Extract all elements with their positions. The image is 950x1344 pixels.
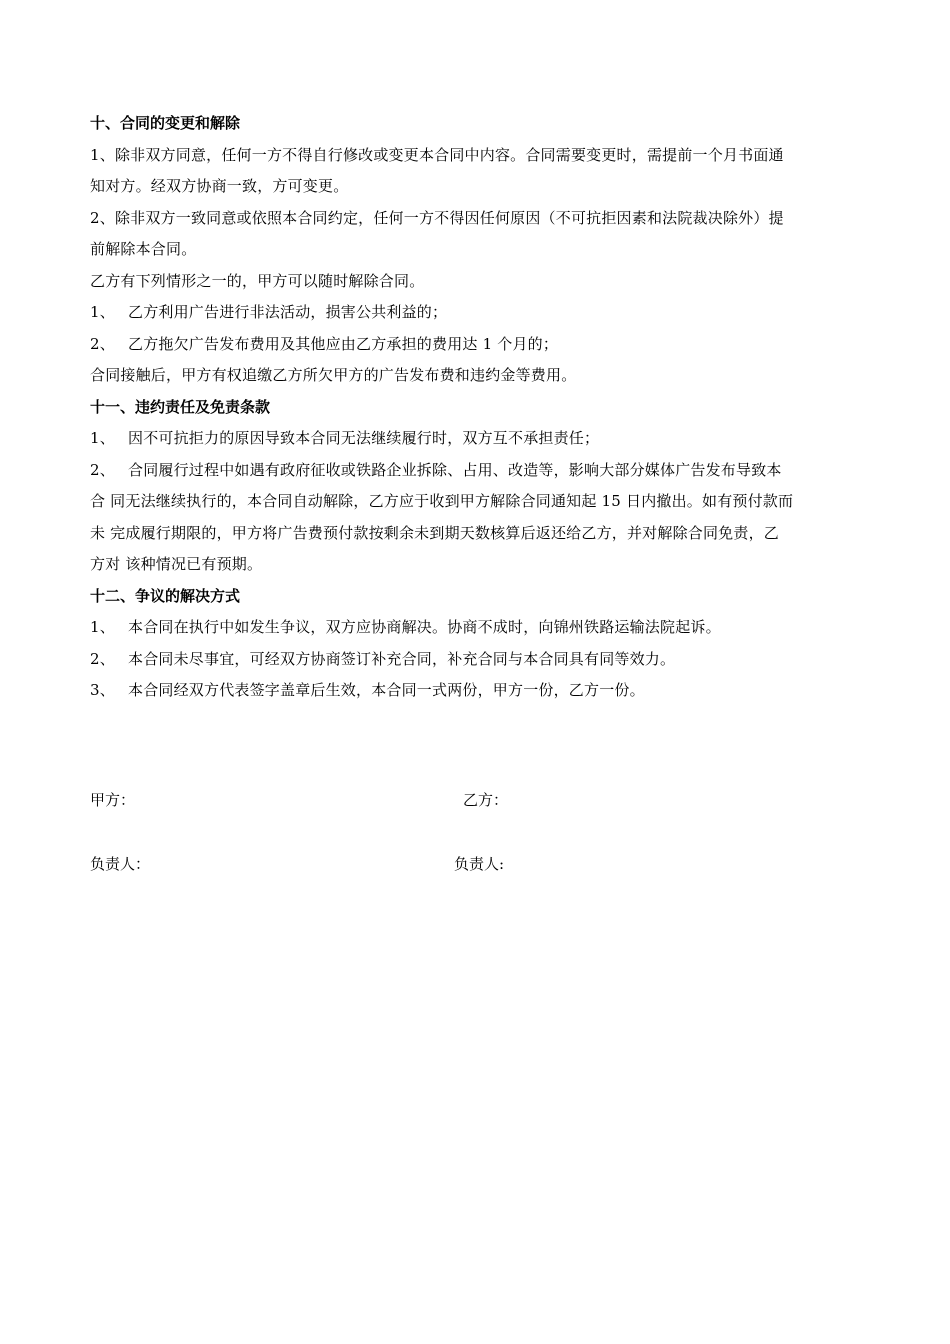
section-11-item — [90, 423, 870, 455]
party-b-label: 乙方： — [463, 791, 509, 809]
item-text: 乙方拖欠广告发布费用及其他应由乙方承担的费用达 1 个月的； — [128, 334, 559, 353]
item-text: 本合同在执行中如发生争议，双方应协商解决。协商不成时，向锦州铁路运输法院起诉。 — [128, 618, 721, 636]
section-10-clause-1-line-1: 1、除非双方同意，任何一方不得自行修改或变更本合同中内容。合同需要变更时，需提前一个月书面通 — [90, 145, 784, 164]
item-text: 因不可抗拒力的原因导致本合同无法继续履行时，双方互不承担责任； — [128, 429, 600, 447]
section-12-item — [90, 644, 870, 676]
section-10-clause-2-line-2: 前解除本合同。 — [90, 240, 197, 258]
item-number: 1、 — [90, 618, 115, 636]
party-a-label: 甲方： — [90, 791, 136, 809]
section-12-heading: 十二、争议的解决方式 — [90, 586, 241, 605]
section-10-termination-intro: 乙方有下列情形之一的，甲方可以随时解除合同。 — [90, 271, 425, 290]
item-number: 2、 — [90, 460, 115, 479]
item-number: 1、 — [90, 429, 115, 447]
section-10-clause-1-line-2: 知对方。经双方协商一致，方可变更。 — [90, 177, 349, 195]
section-10-item — [90, 297, 870, 329]
party-b-representative-label: 负责人: — [454, 855, 505, 873]
item-number: 3、 — [90, 681, 115, 699]
item-text: 本合同未尽事宜，可经双方协商签订补充合同，补充合同与本合同具有同等效力。 — [128, 649, 676, 668]
section-11-heading: 十一、违约责任及免责条款 — [90, 397, 271, 416]
item-number: 2、 — [90, 649, 115, 668]
section-11-item — [90, 455, 870, 487]
contract-page — [90, 108, 870, 707]
item-number: 1、 — [90, 303, 115, 321]
section-10-item — [90, 329, 870, 361]
section-12-item — [90, 675, 870, 707]
item-text: 本合同经双方代表签字盖章后生效，本合同一式两份，甲方一份，乙方一份。 — [128, 681, 645, 699]
section-10-heading: 十、合同的变更和解除 — [90, 114, 241, 132]
section-11-item-2-line-3: 未 完成履行期限的，甲方将广告费预付款按剩余未到期天数核算后返还给乙方，并对解除合同免责，乙 — [90, 523, 779, 542]
section-12-item — [90, 612, 870, 644]
item-text: 乙方利用广告进行非法活动，损害公共利益的； — [128, 303, 448, 321]
party-a-representative-label: 负责人： — [90, 855, 151, 873]
item-number: 2、 — [90, 334, 115, 353]
section-11-item-2-line-4: 方对 该种情况已有预期。 — [90, 555, 263, 573]
section-10-after-termination: 合同接触后，甲方有权追缴乙方所欠甲方的广告发布费和违约金等费用。 — [90, 366, 577, 384]
section-11-item-2-line-2: 合 同无法继续执行的，本合同自动解除，乙方应于收到甲方解除合同通知起 15 日内撤出。如有预付款而 — [90, 492, 794, 510]
section-10-clause-2-line-1: 2、除非双方一致同意或依照本合同约定，任何一方不得因任何原因（不可抗拒因素和法院裁决除外）提 — [90, 208, 784, 227]
item-text: 合同履行过程中如遇有政府征收或铁路企业拆除、占用、改造等，影响大部分媒体广告发布导致本 — [128, 460, 782, 479]
